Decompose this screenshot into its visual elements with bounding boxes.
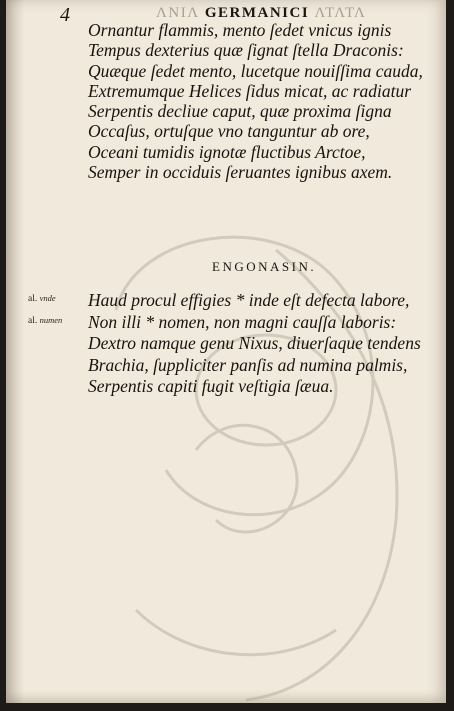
verse-line: Quæque ſedet mento, lucetque nouiſſima cauda, — [88, 60, 423, 81]
margin-note-word: vnde — [39, 293, 56, 303]
verse-line: Serpentis decliue caput, quæ proxima ſigna — [88, 101, 392, 122]
verse-line: Oceani tumidis ignotæ fluctibus Arctoe, — [88, 141, 366, 162]
verse-line: Semper in occiduis ſeruantes ignibus axem. — [88, 162, 393, 183]
verse-line: Non illi * nomen, non magni cauſſa laboris: — [88, 311, 397, 332]
margin-note — [28, 293, 56, 304]
running-head-tail: ΛΤΛΤΛ — [314, 5, 367, 21]
verse-line: Dextro namque genu Nixus, diuerſaque tendens — [88, 333, 421, 353]
verse-line: Ornantur flammis, mento ſedet vnicus ignis — [88, 20, 392, 40]
verse-line: Brachia, ſuppliciter panſis ad numina palmis, — [88, 354, 408, 375]
verse-line: Extremumque Helices ſidus micat, ac radiatur — [88, 80, 412, 101]
verse-line: Tempus dexterius quæ ſignat ſtella Draconis: — [88, 40, 404, 61]
spine-shadow — [6, 0, 24, 703]
verse-block-bottom — [88, 290, 446, 398]
verse-block-top — [88, 20, 446, 182]
margin-note — [28, 315, 62, 326]
margin-note-prefix: al. — [28, 316, 38, 326]
verse-line: Occaſus, ortuſque vno tanguntur ab ore, — [88, 121, 370, 142]
page-number: 4 — [60, 4, 70, 26]
verse-line: Serpentis capiti fugit veſtigia ſæua. — [88, 376, 334, 396]
verse-line: Haud procul effigies * inde eſt defecta labore, — [88, 290, 410, 310]
margin-note-word: numen — [39, 315, 63, 325]
book-page — [6, 0, 446, 703]
running-head-title: GERMANICI — [204, 5, 310, 21]
margin-note-prefix: al. — [28, 294, 38, 304]
section-heading: ENGONASIN. — [212, 259, 317, 274]
running-head-faint: ΛΝΙΛ — [156, 5, 200, 21]
